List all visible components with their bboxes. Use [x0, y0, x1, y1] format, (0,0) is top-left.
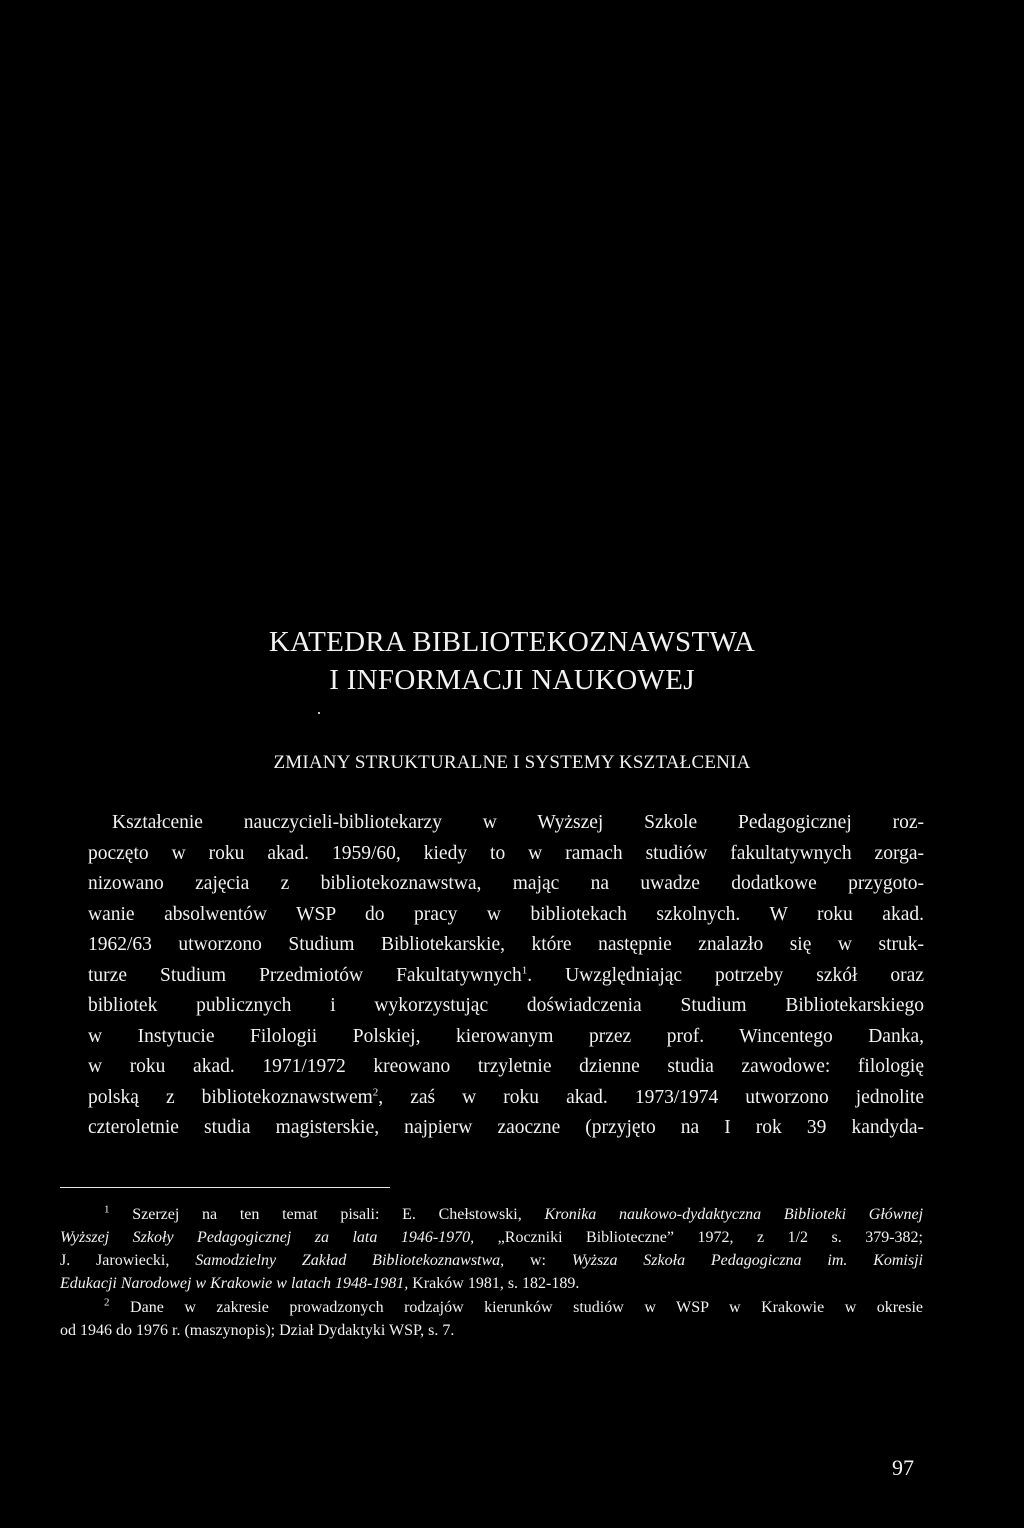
scan-speck	[318, 712, 320, 714]
body-text: . Uwzględniając potrzeby szkół oraz	[527, 965, 924, 986]
body-text: , zaś w roku akad. 1973/1974 utworzono jednolite	[378, 1087, 924, 1108]
body-line: w Instytucie Filologii Polskiej, kierowanym przez prof. Wincentego Danka,	[88, 1026, 924, 1047]
page-number: 97	[892, 1455, 914, 1480]
footnote-title: Edukacji Narodowej w Krakowie w latach 1948-1981,	[60, 1275, 409, 1292]
footnote-title: Kronika naukowo-dydaktyczna Biblioteki Głównej	[544, 1206, 924, 1223]
body-line: 1962/63 utworzono Studium Bibliotekarskie, które następnie znalazło się w struk-	[88, 934, 924, 955]
chapter-title-line-2: I INFORMACJI NAUKOWEJ	[329, 664, 695, 696]
footnote-1-line	[60, 1274, 923, 1294]
footnote-2-line	[104, 1298, 923, 1318]
footnote-title: Wyższa Szkoła Pedagogiczna im. Komisji	[571, 1252, 923, 1269]
body-line: czteroletnie studia magisterskie, najpierw zaoczne (przyjęto na I rok 39 kandyda-	[88, 1117, 924, 1138]
body-line	[88, 964, 924, 988]
footnote-text: Dane w zakresie prowadzonych rodzajów kierunków studiów w WSP w Krakowie w okresie	[130, 1299, 924, 1316]
body-line: poczęto w roku akad. 1959/60, kiedy to w ramach studiów fakultatywnych zorga-	[88, 843, 924, 864]
body-line	[88, 1086, 924, 1110]
footnote-text: Szerzej na ten temat pisali: E. Chełstowski,	[132, 1206, 545, 1223]
section-title: ZMIANY STRUKTURALNE I SYSTEMY KSZTAŁCENIA	[273, 752, 751, 773]
footnote-mark-2: 2	[104, 1296, 110, 1309]
body-text: turze Studium Przedmiotów Fakultatywnych	[88, 965, 522, 986]
footnote-1-line	[60, 1228, 923, 1248]
body-line: bibliotek publicznych i wykorzystując doświadczenia Studium Bibliotekarskiego	[88, 995, 924, 1016]
body-line: wanie absolwentów WSP do pracy w bibliotekach szkolnych. W roku akad.	[88, 904, 924, 925]
body-line: Kształcenie nauczycieli-bibliotekarzy w Wyższej Szkole Pedagogicznej roz-	[112, 812, 924, 833]
footnote-mark-1: 1	[104, 1203, 110, 1216]
chapter-title-line-1: KATEDRA BIBLIOTEKOZNAWSTWA	[268, 626, 756, 658]
footnote-ref-2: 2	[372, 1086, 379, 1099]
body-line: w roku akad. 1971/1972 kreowano trzyletnie dzienne studia zawodowe: filologię	[88, 1056, 924, 1077]
footnote-text: w:	[504, 1252, 572, 1269]
footnote-text: Kraków 1981, s. 182-189.	[408, 1275, 580, 1292]
footnote-separator	[60, 1187, 390, 1188]
footnote-text: „Roczniki Biblioteczne” 1972, z 1/2 s. 379-382;	[474, 1229, 924, 1246]
footnote-2-line: od 1946 do 1976 r. (maszynopis); Dział Dydaktyki WSP, s. 7.	[60, 1322, 455, 1339]
body-text: polską z bibliotekoznawstwem	[88, 1087, 373, 1108]
footnote-ref-1: 1	[521, 964, 528, 977]
body-line: nizowano zajęcia z bibliotekoznawstwa, mając na uwadze dodatkowe przygoto-	[88, 873, 924, 894]
footnote-title: Wyższej Szkoły Pedagogicznej za lata 1946-1970,	[60, 1229, 475, 1246]
footnote-1-line	[104, 1205, 923, 1225]
footnote-text: J. Jarowiecki,	[60, 1252, 196, 1269]
footnote-title: Samodzielny Zakład Bibliotekoznawstwa,	[195, 1252, 505, 1269]
footnote-1-line	[60, 1251, 923, 1271]
